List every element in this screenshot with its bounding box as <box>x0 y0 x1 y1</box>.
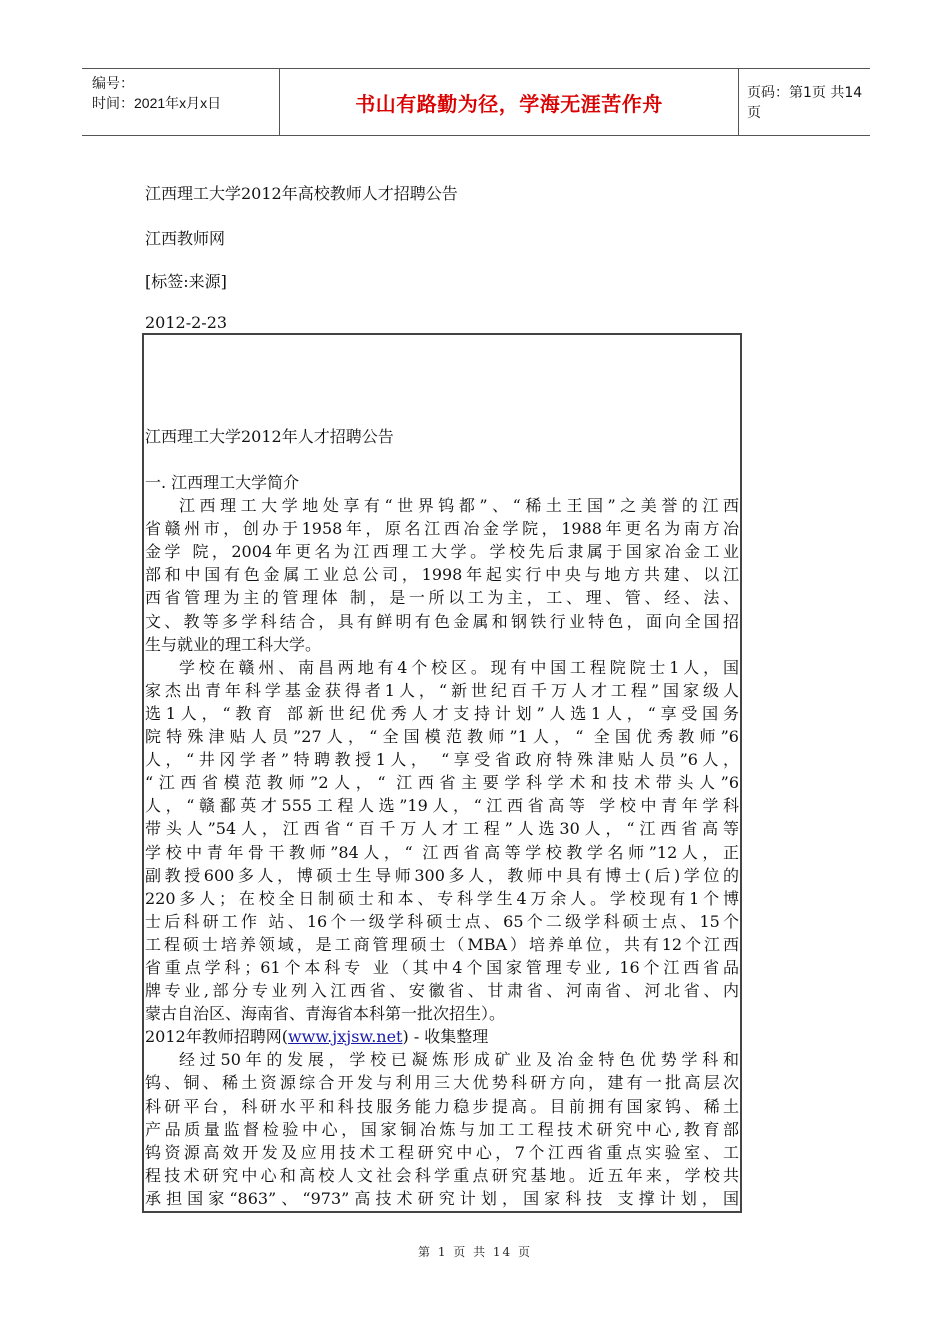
text-line: 部和中国有色金属工业总公司，1998年起实行中央与地方共建、以江 <box>145 565 739 585</box>
text-line: 西省管理为主的管理体 制，是一所以工为主，工、理、管、经、法、 <box>145 588 739 608</box>
text-line: 学校在赣州、南昌两地有4个校区。现有中国工程院院士1人，国 <box>179 657 739 677</box>
document-source: 江西教师网 <box>145 229 226 248</box>
header-info <box>82 69 279 135</box>
credit-prefix: 2012年教师招聘网( <box>145 1027 288 1047</box>
text-line: 220多人；在校全日制硕士和本、专科学生4万余人。学校现有1个博 <box>145 888 739 908</box>
paragraph-faculty <box>145 656 739 1026</box>
text-line: 科研平台，科研水平和科技服务能力稳步提高。目前拥有国家钨、稀土 <box>145 1096 739 1116</box>
text-line: 生与就业的理工科大学。 <box>145 634 322 654</box>
source-link[interactable]: www.jxjsw.net <box>287 1027 403 1047</box>
text-line: 蒙古自治区、海南省、青海省本科第一批次招生）。 <box>145 1004 506 1024</box>
text-line: 程技术研究中心和高校人文社会科学重点研究基地。近五年来，学校共 <box>145 1165 739 1185</box>
article-box <box>142 333 742 1213</box>
text-line: 工程硕士培养领域，是工商管理硕士（MBA）培养单位，共有12个江西 <box>145 934 739 954</box>
document-date: 2012-2-23 <box>145 313 228 332</box>
text-line <box>145 1210 739 1213</box>
text-line: 选1人，“教育 部新世纪优秀人才支持计划”人选1人，“享受国务 <box>145 703 739 723</box>
text-line: 省重点学科；61个本科专 业（其中4个国家管理专业, 16个江西省品 <box>145 957 739 977</box>
text-line: 产品质量监督检验中心，国家铜冶炼与加工工程技术研究中心,教育部 <box>145 1119 739 1139</box>
text-line: 江西理工大学地处享有“世界钨都”、“稀土王国”之美誉的江西 <box>179 496 739 516</box>
text-line: 学校中青年骨干教师”84人，“ 江西省高等学校教学名师”12人，正 <box>145 842 739 862</box>
header-page-info: 页码：第1页 共14页 <box>747 85 863 121</box>
page-footer: 第 1 页 共 14 页 <box>418 1245 532 1259</box>
text-line: 金学 院，2004年更名为江西理工大学。学校先后隶属于国家冶金工业 <box>145 542 739 562</box>
text-line: 省赣州市，创办于1958年，原名江西冶金学院，1988年更名为南方冶 <box>145 519 739 539</box>
section-title: 一. 江西理工大学简介 <box>145 473 300 492</box>
text-line: 钨、铜、稀土资源综合开发与利用三大优势科研方向，建有一批高层次 <box>145 1073 739 1093</box>
header-divider <box>738 69 739 135</box>
text-line: 院特殊津贴人员”27人，“全国模范教师”1人，“ 全国优秀教师”6 <box>145 727 739 747</box>
text-line: 文、教等多学科结合，具有鲜明有色金属和钢铁行业特色，面向全国招 <box>145 611 739 631</box>
text-line: 钨资源高效开发及应用技术工程研究中心，7个江西省重点实验室、工 <box>145 1142 739 1162</box>
document-tags: [标签:来源] <box>145 272 227 291</box>
page-header <box>82 68 870 136</box>
header-motto: 书山有路勤为径，学海无涯苦作舟 <box>355 91 663 116</box>
text-line: 牌专业,部分专业列入江西省、安徽省、甘肃省、河南省、河北省、内 <box>145 981 739 1001</box>
credit-suffix: ) - 收集整理 <box>402 1027 489 1047</box>
text-line: 承担国家“863”、“973”高技术研究计划，国家科技 支撑计划，国 <box>145 1188 739 1208</box>
text-line: 士后科研工作 站、16个一级学科硕士点、65个二级学科硕士点、15个 <box>145 911 739 931</box>
paragraph-intro <box>145 494 739 656</box>
text-line: 家杰出青年科学基金获得者1人，“新世纪百千万人才工程”国家级人 <box>145 680 739 700</box>
text-line: 人，“井冈学者”特聘教授1人， “享受省政府特殊津贴人员”6人， <box>145 750 739 770</box>
paragraph-research <box>145 1048 739 1213</box>
text-line: 经过50年的发展，学校已凝炼形成矿业及冶金特色优势学科和 <box>179 1050 739 1070</box>
time-label: 时间：2021年x月x日 <box>92 95 222 111</box>
text-line: 带头人”54人，江西省“百千万人才工程”人选30人，“江西省高等 <box>145 819 739 839</box>
article-heading: 江西理工大学2012年人才招聘公告 <box>145 427 394 446</box>
document-title: 江西理工大学2012年高校教师人才招聘公告 <box>145 184 458 203</box>
number-label: 编号： <box>92 75 134 91</box>
text-line: 人，“赣鄱英才555工程人选”19人，“江西省高等 学校中青年学科 <box>145 796 739 816</box>
text-line: 副教授600多人，博硕士生导师300多人，教师中具有博士(后)学位的 <box>145 865 739 885</box>
text-line: “江西省模范教师”2人，“ 江西省主要学科学术和技术带头人”6 <box>145 773 739 793</box>
credit-line <box>145 1025 739 1048</box>
